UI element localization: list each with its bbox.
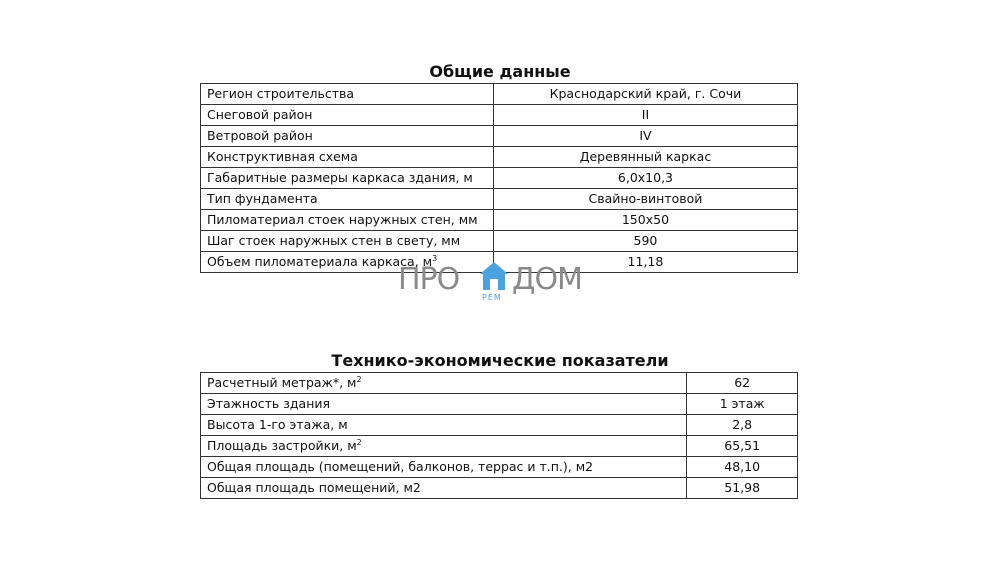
table-row bbox=[201, 457, 798, 478]
table-row bbox=[201, 84, 798, 105]
table-row bbox=[201, 415, 798, 436]
unit-superscript: 3 bbox=[432, 253, 438, 263]
row-value: 65,51 bbox=[687, 436, 798, 457]
row-label: Высота 1-го этажа, м bbox=[201, 415, 687, 436]
row-label: Расчетный метраж*, $м^2$ bbox=[201, 373, 687, 394]
table-row bbox=[201, 436, 798, 457]
general-data-table bbox=[200, 83, 798, 273]
row-value: II bbox=[493, 105, 797, 126]
unit-superscript: 2 bbox=[356, 437, 362, 447]
row-value: 62 bbox=[687, 373, 798, 394]
table-row bbox=[201, 210, 798, 231]
row-label: Этажность здания bbox=[201, 394, 687, 415]
watermark-left-text: ПРО bbox=[398, 262, 460, 297]
row-label: Регион строительства bbox=[201, 84, 494, 105]
row-label: Габаритные размеры каркаса здания, м bbox=[201, 168, 494, 189]
general-data-title: Общие данные bbox=[429, 62, 571, 81]
table-row bbox=[201, 105, 798, 126]
table-row bbox=[201, 373, 798, 394]
tech-indicators-title: Технико-экономические показатели bbox=[331, 351, 669, 370]
table-row bbox=[201, 231, 798, 252]
table-row bbox=[201, 252, 798, 273]
tech-indicators-table bbox=[200, 372, 798, 499]
row-label: Тип фундамента bbox=[201, 189, 494, 210]
row-value: 2,8 bbox=[687, 415, 798, 436]
row-label: Общая площадь (помещений, балконов, террас и т.п.), м2 bbox=[201, 457, 687, 478]
row-label: Ветровой район bbox=[201, 126, 494, 147]
row-value: 6,0х10,3 bbox=[493, 168, 797, 189]
row-value: Деревянный каркас bbox=[493, 147, 797, 168]
row-value: 150х50 bbox=[493, 210, 797, 231]
table-row bbox=[201, 394, 798, 415]
row-label: Общая площадь помещений, м2 bbox=[201, 478, 687, 499]
watermark-sub-text: РЕМ bbox=[482, 293, 502, 302]
table-row bbox=[201, 189, 798, 210]
row-value: Свайно-винтовой bbox=[493, 189, 797, 210]
row-value: 1 этаж bbox=[687, 394, 798, 415]
row-label: Объем пиломатериала каркаса, $м^3$ bbox=[201, 252, 494, 273]
row-value: 48,10 bbox=[687, 457, 798, 478]
row-value: 11,18 bbox=[493, 252, 797, 273]
unit-superscript: 2 bbox=[356, 374, 362, 384]
table-row bbox=[201, 478, 798, 499]
row-label: Пиломатериал стоек наружных стен, мм bbox=[201, 210, 494, 231]
row-value: Краснодарский край, г. Сочи bbox=[493, 84, 797, 105]
table-row bbox=[201, 147, 798, 168]
row-label: Снеговой район bbox=[201, 105, 494, 126]
row-value: 590 bbox=[493, 231, 797, 252]
row-label: Шаг стоек наружных стен в свету, мм bbox=[201, 231, 494, 252]
row-label: Конструктивная схема bbox=[201, 147, 494, 168]
watermark-right-text: ДОМ bbox=[512, 262, 582, 297]
table-row bbox=[201, 168, 798, 189]
row-label: Площадь застройки, $м^2$ bbox=[201, 436, 687, 457]
row-value: IV bbox=[493, 126, 797, 147]
table-row bbox=[201, 126, 798, 147]
row-value: 51,98 bbox=[687, 478, 798, 499]
